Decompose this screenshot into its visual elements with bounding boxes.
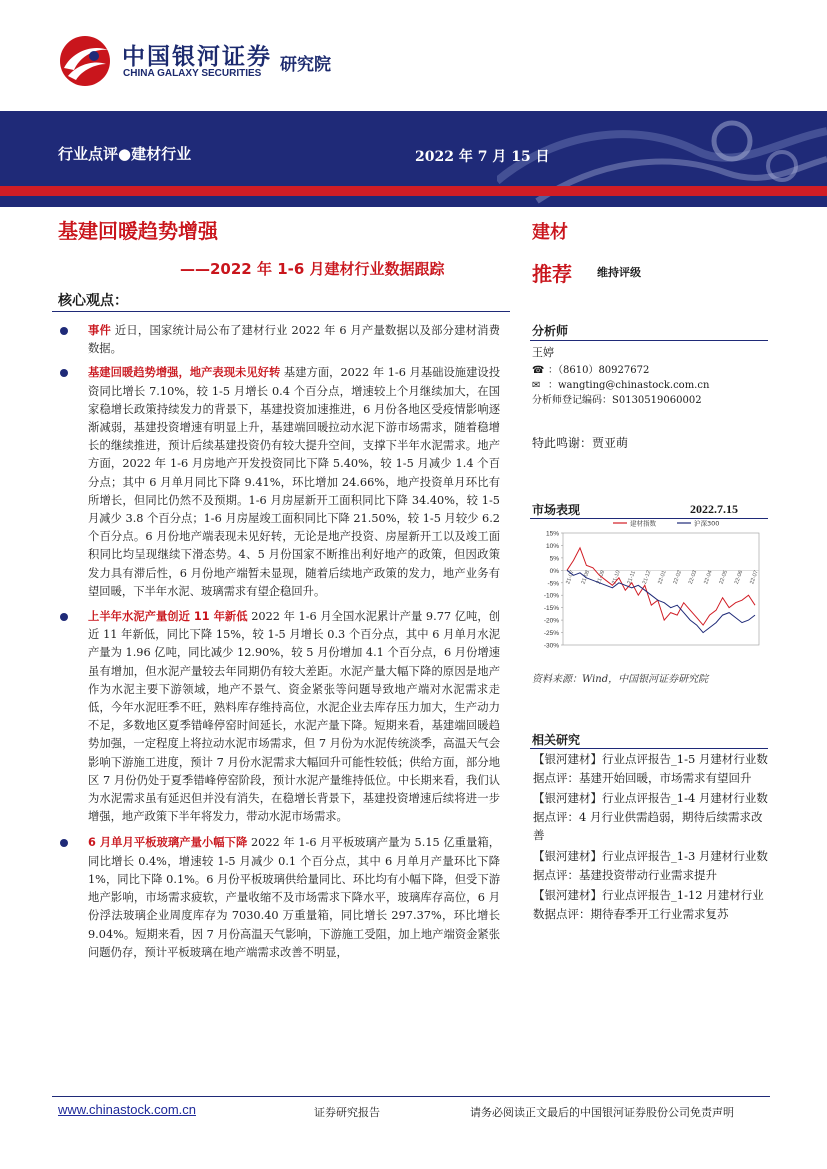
rating-label: 推荐 [532, 262, 572, 286]
x-tick-label: 21-09 [595, 569, 607, 586]
analyst-name: 王婷 [532, 346, 554, 359]
sector-label: 建材 [532, 222, 568, 243]
y-tick-label: -15% [543, 605, 559, 613]
logo-chinese-name: 中国银河证券 [122, 44, 272, 70]
y-tick-label: 0% [549, 567, 559, 575]
related-research-item[interactable]: 【银河建材】行业点评报告_1-12 月建材行业数据点评：期待春季开工行业需求复苏 [533, 888, 764, 921]
body-paragraph [60, 364, 500, 601]
legend-label: 建材指数 [630, 519, 656, 528]
paragraph-lead: 事件 [88, 324, 112, 337]
x-tick-label: 22-04 [703, 569, 714, 586]
market-title: 市场表现 [532, 503, 581, 517]
footer-report-type: 证券研究报告 [314, 1106, 380, 1119]
x-tick-label: 22-06 [733, 569, 745, 586]
mail-icon: ✉ [532, 380, 541, 391]
paragraph-text: 近日，国家统计局公布了建材行业 2022 年 6 月产量数据以及部分建材消费数据。 [88, 324, 500, 356]
phone-icon: ☎ [532, 365, 545, 376]
rating-note: 维持评级 [597, 266, 641, 279]
body-paragraph [60, 834, 500, 961]
related-research-item[interactable]: 【银河建材】行业点评报告_1-4 月建材行业数据点评：4 月行业供需趋弱，期待后续需求改善 [533, 791, 768, 843]
footer-disclaimer: 请务必阅读正文最后的中国银河证券股份公司免责声明 [470, 1106, 734, 1119]
paragraph-lead: 基建回暖趋势增强，地产表现未见好转 [88, 366, 281, 380]
x-tick-label: 22-02 [672, 569, 684, 586]
x-tick-label: 21-11 [626, 570, 637, 586]
banner-red-stripe [0, 186, 827, 196]
paragraph-lead: 6 月单月平板玻璃产量小幅下降 [88, 836, 248, 850]
related-research-item[interactable]: 【银河建材】行业点评报告_1-5 月建材行业数据点评：基建开始回暖，市场需求有望回升 [533, 752, 768, 785]
divider [530, 340, 768, 341]
y-tick-label: -20% [543, 617, 559, 625]
divider [530, 748, 768, 749]
chart-plot-area [563, 533, 759, 645]
report-body [60, 318, 500, 962]
report-title: 基建回暖趋势增强 [58, 219, 218, 243]
chart-source: 资料来源：Wind，中国银河证券研究院 [532, 674, 709, 685]
logo-english-name: CHINA GALAXY SECURITIES [123, 68, 262, 79]
x-tick-label: 21-08 [580, 569, 592, 586]
analyst-email[interactable]: ✉ ：wangting@chinastock.com.cn [532, 380, 710, 391]
institute-label: 研究院 [280, 55, 331, 75]
x-tick-label: 21-07 [565, 569, 576, 586]
analyst-phone: ☎ ：（8610）80927672 [532, 365, 650, 376]
market-performance-chart [533, 515, 769, 663]
analyst-title: 分析师 [532, 324, 569, 338]
divider [52, 311, 510, 312]
related-research-item[interactable]: 【银河建材】行业点评报告_1-3 月建材行业数据点评：基建投资带动行业需求提升 [533, 848, 768, 882]
report-category: 行业点评●建材行业 [58, 145, 192, 163]
related-title: 相关研究 [532, 733, 581, 747]
x-tick-label: 22-05 [718, 569, 730, 586]
y-tick-label: 10% [545, 542, 559, 550]
paragraph-text: 基建方面，2022 年 1-6 月基础设施建设投资同比增长 7.10%，较 1-5 月增长 0.4 个百分点，增速较上个月继续加大，在国家稳增长政策持续发力的背景下，基建投资加速推进，6 月份各地区受疫情影响逐渐减弱，基建投资增速有明显上升，基建端回暖拉动水泥下游市场需求，随着稳增长的继续推进，预计后续基建投资仍有较大提升空间，支撑下半年水泥需求。地产方面，2022 年 1-6 月房地产开发投资同比下降 5.40%，较 1-5 月减少 1.4 个百分点；其中 6 月单月同比下降 9.41%，环比增加 24.66%，地产投资单月环比有所增长，但同比仍然不及预期。1-6 月房屋新开工面积同比下降 34.40%，较 1-5 月减少 3.8 个百分点；1-6 月房屋竣工面积同比下降 21.50%，较 1-5 月较少 6.2 个百分点。6 月份地产端表现未见好转，无论是地产投资、房屋新开工以及竣工面积同比均呈现继续下滑态势。4、5 月份国家不断推出利好地产的政策，但因政策发力具有滞后性，6 月份地产端暂未显现，随着后续地产政策的发力，地产业务有望回暖，下半年水泥、玻璃需求有望企稳回升。 [88, 366, 500, 598]
legend-label: 沪深300 [694, 519, 720, 528]
report-subtitle: ——2022 年 1-6 月建材行业数据跟踪 [180, 260, 445, 278]
y-tick-label: -25% [543, 630, 559, 638]
body-paragraph [60, 608, 500, 826]
x-tick-label: 22-07 [749, 569, 760, 586]
y-tick-label: -30% [543, 642, 559, 650]
paragraph-text: 2022 年 1-6 月平板玻璃产量为 5.15 亿重量箱，同比增长 0.4%，增速较 1-5 月减少 0.1 个百分点，其中 6 月单月产量环比下降 1%，同比下降 0.1%。6 月份平板玻璃供给量同比、环比均有小幅下降，但受下游地产影响，市场需求疲软，产量收缩不及市场需求下降水平，玻璃库存高位，6 月份浮法玻璃企业周度库存为 7030.40 万重量箱，同比增长 297.37%，环比增长 9.04%。短期来看，因 7 月份高温天气影响，下游施工受阻，加上地产端资金紧张问题仍存，预计平板玻璃在地产端需求改善不明显， [88, 836, 500, 959]
bullet-icon [60, 613, 68, 621]
x-tick-label: 21-10 [611, 569, 622, 586]
paragraph-text: 2022 年 1-6 月全国水泥累计产量 9.77 亿吨，创近 11 年新低，同比下降 15%，较 1-5 月增长 0.3 个百分点，其中 6 月单月水泥产量为 1.96 亿吨，同比减少 12.90%，较 5 月份增加 4.1 个百分点，6 月份增速虽有增加，但水泥产量较去年同期仍有较大差距。水泥产量大幅下降的原因是地产作为水泥主要下游领域，地产不景气、资金紧张等问题导致地产端对水泥需求走低，今年水泥旺季不旺，熟料库存维持高位，水泥企业去库存压力加大，生产动力不足，多数地区夏季错峰停窑时间延长，水泥产量下降。短期来看，基建端回暖趋势加强，一定程度上将拉动水泥市场需求，但 7 月份为水泥传统淡季，高温天气会影响下游施工进度，预计 7 月份水泥需求大幅回升可能性较低；供给方面，部分地区 7 月份仍处于夏季错峰停窑阶段，预计水泥产量维持低位。中长期来看，我们认为水泥需求虽有延迟但并没有消失，在稳增长背景下，基建投资增速后续将进一步增强，地产政策下半年将发力，带动水泥市场需求。 [88, 610, 500, 824]
x-tick-label: 22-01 [657, 569, 668, 586]
bullet-icon [60, 369, 68, 377]
market-date: 2022.7.15 [690, 502, 738, 516]
related-research-list [533, 750, 768, 925]
report-date: 2022 年 7 月 15 日 [415, 149, 550, 165]
y-tick-label: -10% [543, 592, 559, 600]
bullet-icon [60, 839, 68, 847]
core-view-label: 核心观点： [58, 293, 128, 309]
y-tick-label: 15% [545, 530, 559, 538]
galaxy-logo-icon [58, 34, 112, 88]
body-paragraph [60, 322, 500, 358]
bullet-icon [60, 327, 68, 335]
y-tick-label: -5% [547, 580, 559, 588]
paragraph-lead: 上半年水泥产量创近 11 年新低 [88, 610, 248, 624]
analyst-cert: 分析师登记编码：S0130519060002 [532, 395, 702, 406]
x-tick-label: 21-12 [641, 569, 653, 586]
x-tick-label: 22-03 [687, 569, 699, 586]
footer-divider [52, 1096, 770, 1097]
y-tick-label: 5% [549, 555, 559, 563]
footer-website-link[interactable]: www.chinastock.com.cn [58, 1102, 196, 1117]
acknowledgement: 特此鸣谢：贾亚萌 [532, 436, 629, 450]
